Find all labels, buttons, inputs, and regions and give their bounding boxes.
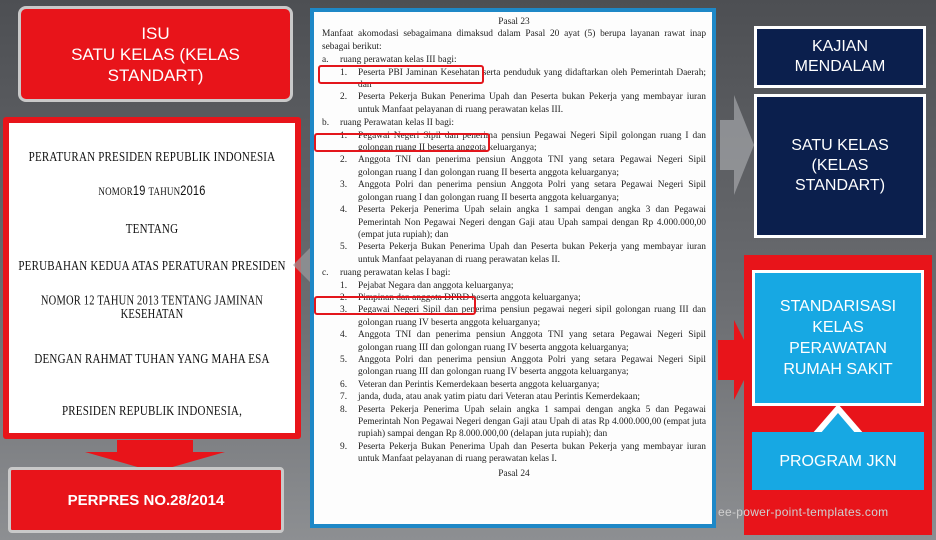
pasal-item [322, 280, 706, 292]
standarisasi-box-text: STANDARISASI KELAS PERAWATAN RUMAH SAKIT [779, 298, 897, 378]
pasal-item-text: Pegawai Negeri Sipil dan penerima pensiun pegawai negeri sipil golongan ruang III dan golongan ruang IV beserta anggota keluarganya; [358, 305, 706, 328]
standarisasi-box [752, 270, 924, 406]
perpres-tahun-label: TAHUN [148, 184, 181, 198]
pasal-item [322, 379, 706, 391]
pasal-section-letter: c. [322, 268, 329, 279]
jkn-box-text: PROGRAM JKN [779, 452, 897, 470]
pasal-section-letter: a. [322, 55, 329, 66]
perpres-frame [3, 117, 301, 439]
pasal-item-text: Pejabat Negara dan anggota keluarganya; [358, 280, 514, 291]
pasal-section-heading-text: ruang perawatan kelas III bagi: [340, 55, 457, 66]
pasal-item-number: 1. [340, 67, 348, 78]
pasal-item [322, 404, 706, 441]
pasal-section-heading-text: ruang perawatan kelas I bagi: [340, 268, 451, 279]
pasal-section [322, 54, 706, 116]
pasal-section-letter: b. [322, 118, 330, 129]
isu-box [18, 6, 293, 102]
pasal-item [322, 329, 706, 354]
pasal-item-text: Pimpinan dan anggota DPRD beserta anggota keluarganya; [358, 292, 581, 303]
pasal-item-number: 3. [340, 180, 348, 191]
pasal-item-text: Pegawai Negeri Sipil dan penerima pensiun Pegawai Negeri Sipil golongan ruang I dan golongan ruang II beserta anggota keluarganya; [358, 130, 706, 154]
right-arrow-icon-top [720, 95, 754, 195]
pasal-item-number: 9. [340, 441, 348, 452]
perpres-line-1: PERATURAN PRESIDEN REPUBLIK INDONESIA [28, 149, 276, 165]
pasal-item-text: Peserta Pekerja Bukan Penerima Upah dan Peserta bukan Pekerja yang membayar iuran untuk Manfaat pelayanan di ruang perawatan kelas III. [358, 92, 706, 115]
pasal-item-number: 5. [340, 354, 348, 365]
pasal-item-number: 2. [340, 292, 348, 303]
perpres-line-nomor12: NOMOR 12 TAHUN 2013 TENTANG JAMINAN KESEHATAN [40, 294, 264, 322]
perpres-box-text: PERPRES NO.28/2014 [67, 491, 225, 509]
perpres-line-tentang: TENTANG [125, 221, 179, 237]
pasal-item [322, 91, 706, 116]
pasal-item-number: 2. [340, 92, 348, 103]
pasal-sections [322, 54, 706, 465]
pasal-item-text: Anggota Polri dan penerima pensiun Anggota Polri yang setara Pegawai Negeri Sipil golongan ruang I dan golongan ruang II beserta anggota keluarganya; [358, 180, 706, 203]
perpres-tahun-value: 2016 [180, 183, 206, 199]
pasal-intro: Manfaat akomodasi sebagaimana dimaksud dalam Pasal 20 ayat (5) berupa layanan rawat inap sebagai berikut: [322, 29, 706, 52]
pasal-item-text: Anggota TNI dan penerima pensiun Anggota TNI yang setara Pegawai Negeri Sipil golongan ruang I dan golongan ruang II beserta anggota keluarganya; [358, 155, 706, 178]
pasal-item-number: 2. [340, 155, 348, 166]
perpres-line-presiden: PRESIDEN REPUBLIK INDONESIA, [61, 403, 243, 419]
pasal-item [322, 179, 706, 204]
perpres-box [8, 467, 284, 533]
pasal-item-number: 6. [340, 379, 348, 390]
pasal-item-text: Peserta PBI Jaminan Kesehatan serta penduduk yang didaftarkan oleh Pemerintah Daerah; dan [358, 67, 706, 91]
jkn-box [752, 432, 924, 490]
satu-kelas-box-text: SATU KELAS (KELAS STANDART) [791, 137, 889, 194]
pasal-item-text: Peserta Pekerja Penerima Upah selain angka 1 sampai dengan angka 5 dan Pegawai Pemerintah Non Pegawai Negeri dengan Gaji atau Upah di atas Rp 4.000.000,00 (empat juta rupiah) sampai dengan Rp 8.000.000,00 (delapan juta rupiah); dan [358, 404, 706, 440]
pasal-section-heading [322, 117, 706, 129]
pasal-item-text: Anggota Polri dan penerima pensiun Anggota Polri yang setara Pegawai Negeri Sipil golongan ruang III dan golongan ruang IV beserta anggota keluarganya; [358, 354, 706, 378]
pasal-item-number: 7. [340, 392, 348, 403]
perpres-nomor-label: NOMOR [98, 184, 133, 198]
kajian-box [754, 26, 926, 88]
pasal-title: Pasal 23 [498, 17, 530, 27]
pasal-item-number: 4. [340, 205, 348, 216]
pasal-document [310, 8, 716, 528]
perpres-nomor-value: 19 [132, 183, 146, 199]
perpres-page [9, 123, 295, 433]
pasal-item-text: Peserta Pekerja Bukan Penerima Upah dan Peserta bukan Pekerja yang membayar iuran untuk Manfaat pelayanan di ruang perawatan kelas I. [358, 441, 706, 465]
highlight-kelas-iii [318, 65, 484, 84]
highlight-kelas-i [314, 296, 476, 315]
pasal-item-text: Peserta Pekerja Bukan Penerima Upah dan Peserta bukan Pekerja yang membayar iuran untuk Manfaat pelayanan di ruang perawatan kelas II. [358, 242, 706, 265]
pasal-item-text: Anggota TNI dan penerima pensiun Anggota TNI yang setara Pegawai Negeri Sipil golongan ruang III dan golongan ruang IV beserta anggota keluarganya; [358, 330, 706, 353]
watermark: ee-power-point-templates.com [718, 505, 889, 519]
pasal-item-number: 3. [340, 305, 348, 316]
kajian-box-text: KAJIAN MENDALAM [794, 38, 886, 75]
pasal-item [322, 354, 706, 379]
isu-box-text: ISU SATU KELAS (KELAS STANDART) [71, 23, 240, 85]
pasal-section-heading [322, 267, 706, 279]
pasal-item-number: 4. [340, 330, 348, 341]
pasal-bottom: Pasal 24 [498, 468, 530, 479]
pasal-item-text: Veteran dan Perintis Kemerdekaan beserta anggota keluarganya; [358, 379, 600, 390]
pasal-item-text: janda, duda, atau anak yatim piatu dari Veteran atau Perintis Kemerdekaan; [358, 392, 641, 403]
perpres-nomor-line [9, 184, 295, 199]
pasal-item [322, 154, 706, 179]
pasal-item-text: Peserta Pekerja Penerima Upah selain angka 1 sampai dengan angka 3 dan Pegawai Pemerintah Non Pegawai Negeri dengan Gaji atau Upah sampai dengan Rp 4.000.000,00 (empat juta rupiah); dan [358, 205, 706, 240]
pasal-item-number: 1. [340, 280, 348, 291]
pasal-item-number: 5. [340, 242, 348, 253]
pasal-item [322, 241, 706, 266]
pasal-item-number: 8. [340, 404, 348, 415]
satu-kelas-box [754, 94, 926, 238]
pasal-item [322, 204, 706, 241]
pasal-section-heading-text: ruang Perawatan kelas II bagi: [340, 118, 455, 129]
pasal-item-number: 1. [340, 130, 348, 141]
pasal-item [322, 441, 706, 466]
pasal-item [322, 391, 706, 403]
perpres-line-perubahan: PERUBAHAN KEDUA ATAS PERATURAN PRESIDEN [18, 258, 286, 274]
perpres-line-rahmat: DENGAN RAHMAT TUHAN YANG MAHA ESA [34, 351, 270, 367]
up-down-arrow-icon [812, 404, 864, 434]
highlight-kelas-ii [314, 133, 490, 152]
